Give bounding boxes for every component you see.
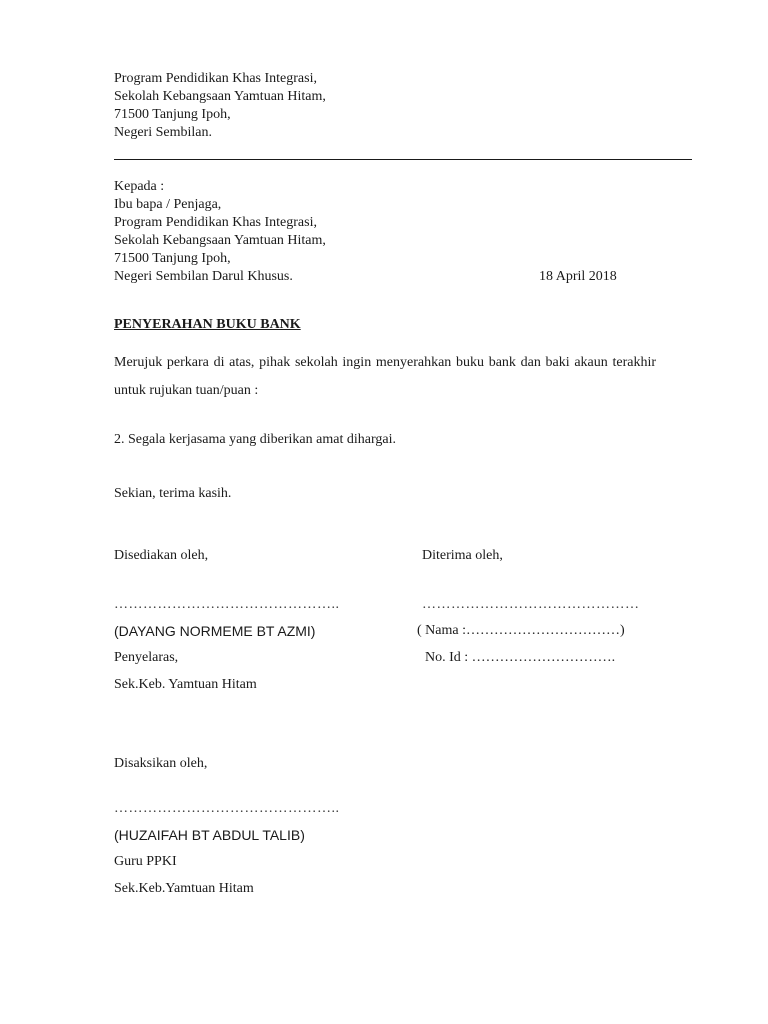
recipient-line: Kepada :	[114, 179, 165, 194]
received-signature-line: ………………………………………	[422, 597, 640, 612]
header-divider	[114, 159, 692, 160]
witness-name: (HUZAIFAH BT ABDUL TALIB)	[114, 827, 305, 843]
body-paragraph-2: 2. Segala kerjasama yang diberikan amat dihargai.	[114, 432, 396, 447]
received-by-label: Diterima oleh,	[422, 548, 503, 563]
recipient-line: 71500 Tanjung Ipoh,	[114, 251, 231, 266]
recipient-line: Negeri Sembilan Darul Khusus.	[114, 269, 293, 284]
received-name: ( Nama :……………………………)	[417, 623, 625, 638]
witness-title: Guru PPKI	[114, 854, 177, 869]
sender-address	[114, 70, 326, 142]
witness-label: Disaksikan oleh,	[114, 756, 208, 771]
letter-date: 18 April 2018	[539, 269, 617, 284]
prepared-name: (DAYANG NORMEME BT AZMI)	[114, 623, 316, 639]
sender-line: Sekolah Kebangsaan Yamtuan Hitam,	[114, 89, 326, 104]
sender-line: Program Pendidikan Khas Integrasi,	[114, 71, 317, 86]
sender-line: Negeri Sembilan.	[114, 125, 212, 140]
prepared-by-label: Disediakan oleh,	[114, 548, 209, 563]
recipient-line: Program Pendidikan Khas Integrasi,	[114, 215, 317, 230]
letter-subject: PENYERAHAN BUKU BANK	[114, 317, 301, 332]
sender-line: 71500 Tanjung Ipoh,	[114, 107, 231, 122]
witness-signature-line: ………………………………………..	[114, 801, 340, 816]
prepared-signature-line: ………………………………………..	[114, 597, 340, 612]
body-paragraph-1: Merujuk perkara di atas, pihak sekolah ingin menyerahkan buku bank dan baki akaun terakhir untuk rujukan tuan/puan :	[114, 355, 656, 398]
recipient-line: Sekolah Kebangsaan Yamtuan Hitam,	[114, 233, 326, 248]
prepared-title: Penyelaras,	[114, 650, 179, 665]
recipient-line: Ibu bapa / Penjaga,	[114, 197, 222, 212]
received-id: No. Id : ………………………….	[425, 650, 616, 665]
witness-org: Sek.Keb.Yamtuan Hitam	[114, 881, 254, 896]
closing-text: Sekian, terima kasih.	[114, 486, 232, 501]
recipient-address	[114, 178, 326, 286]
prepared-org: Sek.Keb. Yamtuan Hitam	[114, 677, 257, 692]
